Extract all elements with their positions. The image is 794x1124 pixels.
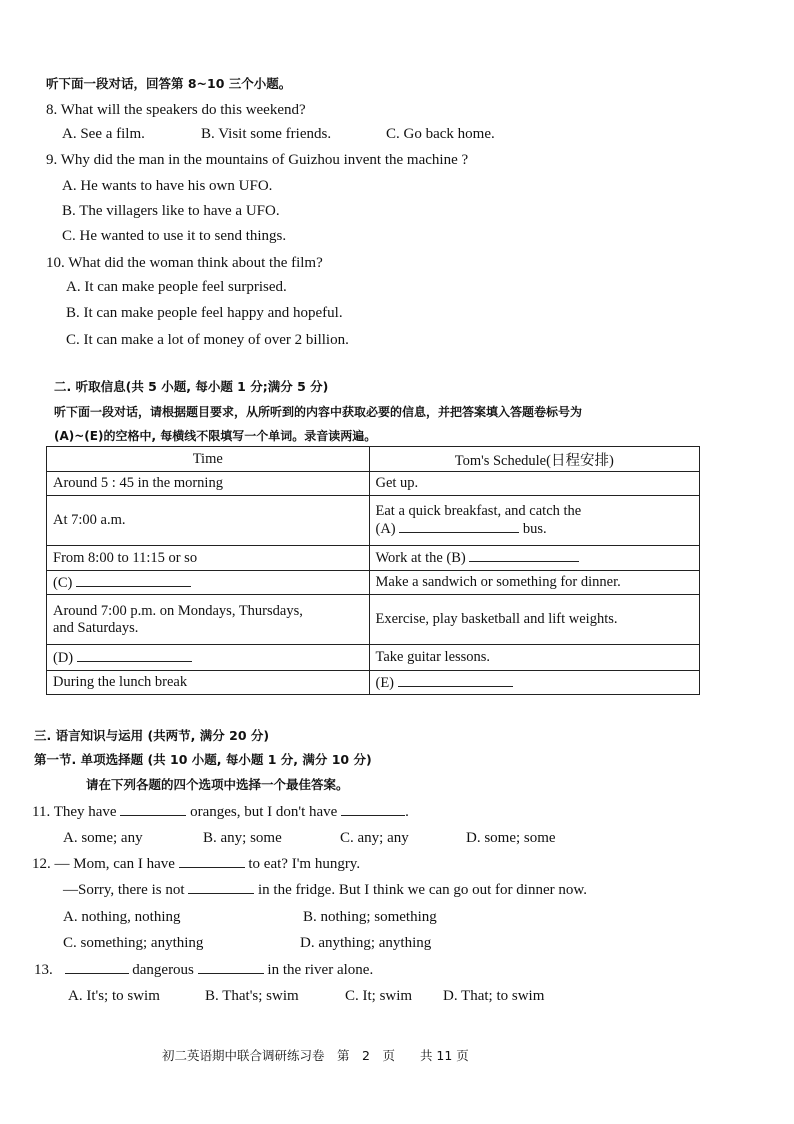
table-row bbox=[47, 571, 700, 595]
question-9-option-a: A. He wants to have his own UFO. bbox=[62, 178, 273, 194]
page-footer: 初二英语期中联合调研练习卷 第 2 页 共 11 页 bbox=[162, 1048, 469, 1063]
time-cell bbox=[47, 595, 370, 645]
question-11-option-a: A. some; any bbox=[63, 830, 143, 846]
table-row bbox=[47, 496, 700, 546]
answer-blank-c[interactable] bbox=[76, 574, 191, 587]
question-12-number: 12. bbox=[32, 856, 51, 872]
section-3-part1-title: 第一节. 单项选择题 (共 10 小题, 每小题 1 分, 满分 10 分) bbox=[34, 752, 372, 767]
question-13-blank-2[interactable] bbox=[198, 961, 264, 974]
table-row bbox=[47, 472, 700, 496]
question-8-stem: 8. What will the speakers do this weekend? bbox=[46, 102, 306, 118]
question-11-blank-2[interactable] bbox=[341, 803, 405, 816]
schedule-cell: Exercise, play basketball and lift weights. bbox=[369, 595, 700, 645]
blank-label-d: (D) bbox=[53, 649, 74, 666]
question-11-number: 11. bbox=[32, 804, 51, 820]
question-9-option-b: B. The villagers like to have a UFO. bbox=[62, 203, 280, 219]
schedule-cell: Get up. bbox=[369, 472, 700, 496]
time-cell bbox=[47, 645, 370, 671]
table-header-row bbox=[47, 447, 700, 472]
question-12-line2 bbox=[63, 881, 587, 899]
question-12-line1 bbox=[32, 855, 360, 873]
schedule-text-after-blank: bus. bbox=[522, 521, 547, 537]
section-2-instruction-line2: (A)~(E)的空格中, 每横线不限填写一个单词。录音读两遍。 bbox=[54, 429, 377, 443]
time-cell: Around 5 : 45 in the morning bbox=[47, 472, 370, 496]
question-13-option-a: A. It's; to swim bbox=[68, 988, 160, 1004]
section-3-title: 三. 语言知识与运用 (共两节, 满分 20 分) bbox=[34, 728, 270, 743]
time-cell bbox=[47, 571, 370, 595]
question-11-stem bbox=[32, 803, 409, 821]
question-10-option-a: A. It can make people feel surprised. bbox=[66, 279, 287, 295]
question-13-text-part3: in the river alone. bbox=[267, 962, 374, 978]
question-10-stem: 10. What did the woman think about the film? bbox=[46, 255, 323, 271]
question-10-option-b: B. It can make people feel happy and hopeful. bbox=[66, 305, 343, 321]
question-11-text-part3: . bbox=[405, 804, 409, 820]
question-13-option-d: D. That; to swim bbox=[443, 988, 545, 1004]
question-12-blank-2[interactable] bbox=[188, 881, 254, 894]
question-13-text-part2: dangerous bbox=[132, 962, 194, 978]
table-row bbox=[47, 595, 700, 645]
question-13-stem bbox=[34, 961, 373, 979]
question-10-option-c: C. It can make a lot of money of over 2 billion. bbox=[66, 332, 349, 348]
question-12-text-1a: — Mom, can I have bbox=[54, 856, 175, 872]
question-12-text-2a: —Sorry, there is not bbox=[63, 882, 185, 898]
time-cell: From 8:00 to 11:15 or so bbox=[47, 546, 370, 571]
time-cell: During the lunch break bbox=[47, 671, 370, 695]
question-13-number: 13. bbox=[34, 962, 53, 978]
schedule-text-line1: Eat a quick breakfast, and catch the bbox=[375, 503, 582, 519]
schedule-cell bbox=[369, 671, 700, 695]
section-2-instruction-line1: 听下面一段对话，请根据题目要求，从所听到的内容中获取必要的信息，并把答案填入答题卷标号为 bbox=[54, 405, 583, 419]
question-12-option-c: C. something; anything bbox=[63, 935, 204, 951]
question-11-option-c: C. any; any bbox=[340, 830, 409, 846]
header-schedule: Tom's Schedule(日程安排) bbox=[369, 447, 700, 472]
blank-label-e: (E) bbox=[375, 674, 395, 691]
blank-label-c: (C) bbox=[53, 574, 73, 591]
question-13-blank-1[interactable] bbox=[65, 961, 129, 974]
question-13-option-b: B. That's; swim bbox=[205, 988, 299, 1004]
question-13-option-c: C. It; swim bbox=[345, 988, 413, 1004]
table-row bbox=[47, 546, 700, 571]
table-row bbox=[47, 645, 700, 671]
question-11-text-part2: oranges, but I don't have bbox=[190, 804, 338, 820]
question-11-option-d: D. some; some bbox=[466, 830, 556, 846]
answer-blank-e[interactable] bbox=[398, 674, 513, 687]
tom-schedule-table bbox=[46, 446, 700, 695]
question-9-stem: 9. Why did the man in the mountains of Guizhou invent the machine ? bbox=[46, 152, 469, 168]
question-11-text-part1: They have bbox=[53, 804, 117, 820]
schedule-cell: Make a sandwich or something for dinner. bbox=[369, 571, 700, 595]
answer-blank-d[interactable] bbox=[77, 649, 192, 662]
listening-intro-8-10: 听下面一段对话，回答第 8~10 三个小题。 bbox=[46, 76, 292, 91]
section-3-instruction: 请在下列各题的四个选项中选择一个最佳答案。 bbox=[86, 777, 349, 792]
question-12-option-d: D. anything; anything bbox=[300, 935, 432, 951]
question-9-option-c: C. He wanted to use it to send things. bbox=[62, 228, 287, 244]
blank-label-a: (A) bbox=[375, 521, 396, 537]
answer-blank-a[interactable] bbox=[399, 520, 519, 533]
schedule-cell: Take guitar lessons. bbox=[369, 645, 700, 671]
question-12-option-b: B. nothing; something bbox=[303, 909, 437, 925]
schedule-cell bbox=[369, 546, 700, 571]
time-cell: At 7:00 a.m. bbox=[47, 496, 370, 546]
question-11-blank-1[interactable] bbox=[120, 803, 186, 816]
schedule-text-line2 bbox=[376, 520, 694, 538]
question-12-blank-1[interactable] bbox=[179, 855, 245, 868]
question-8-option-b: B. Visit some friends. bbox=[201, 126, 332, 142]
header-time: Time bbox=[47, 447, 370, 472]
section-2-title: 二. 听取信息(共 5 小题, 每小题 1 分;满分 5 分) bbox=[54, 379, 329, 394]
table-row bbox=[47, 671, 700, 695]
answer-blank-b[interactable] bbox=[469, 549, 579, 562]
blank-label-b: Work at the (B) bbox=[375, 550, 466, 566]
time-text-line2: and Saturdays. bbox=[53, 619, 139, 636]
question-8-option-a: A. See a film. bbox=[62, 126, 145, 142]
question-12-text-2b: in the fridge. But I think we can go out for dinner now. bbox=[258, 882, 587, 898]
question-11-option-b: B. any; some bbox=[203, 830, 282, 846]
question-12-option-a: A. nothing, nothing bbox=[63, 909, 181, 925]
question-12-text-1b: to eat? I'm hungry. bbox=[248, 856, 361, 872]
schedule-cell bbox=[369, 496, 700, 546]
time-text-line1: Around 7:00 p.m. on Mondays, Thursdays, bbox=[53, 602, 303, 619]
question-8-option-c: C. Go back home. bbox=[386, 126, 495, 142]
